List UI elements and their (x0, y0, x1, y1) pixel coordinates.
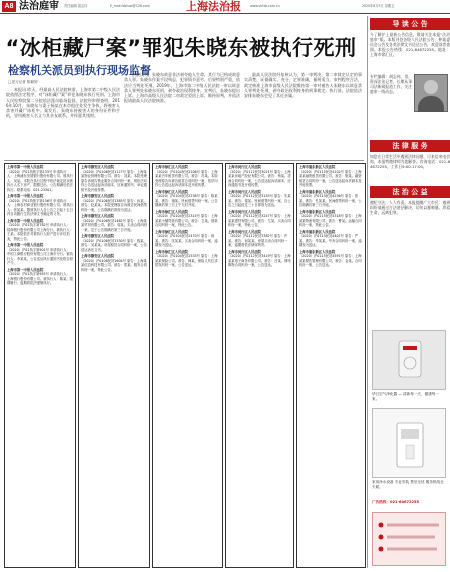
notice-title: 上海市徐汇区人民法院 (155, 165, 188, 169)
notice-title: 上海市徐汇区人民法院 (155, 189, 188, 194)
notice-title: 上海市静安区人民法院 (81, 254, 114, 258)
water-device-icon (373, 409, 447, 479)
notice-title: 上海市静安区人民法院 (81, 214, 114, 218)
notice-title: 上海市浦东新区人民法院 (299, 229, 336, 234)
article-paragraph: 本报讯 昨天，经最高人民法院核准，上海市第二中级人民法院依照法定程序，对“冰柜藏尸案”罪犯朱晓东执行死刑。上海市人民检察院第二分院依法派员临场监督。法院经审理查明，2016年10月，朱晓东与妻子杨某在本市租住处发生争执，将被害人杀害并藏尸冰柜中。案发后，朱晓东持被害人的身份证件和手机，冒用被害人名义与其亲友联系，并挥霍其钱财。 (6, 87, 120, 119)
notice-title: 上海市浦东新区人民法院 (299, 165, 336, 169)
notice-title: 上海市闵行区人民法院 (228, 249, 261, 254)
paper-name: 上海法治报 (186, 0, 241, 13)
editor-line: 责任编辑 胡志伟 (64, 4, 88, 8)
sidebar-public-text: 遵纪守法，人人有责。本报提醒广大市民：遇到纠纷请通过合法途径解决，切勿以暴制暴。珍爱生命，远离犯罪。 (370, 200, 450, 215)
notice-block (81, 214, 147, 232)
sidebar-service-text: 如您在日常生活中遇到法律问题，可来信来电咨询，本报特邀律师为您解答。咨询电话：021-64672255，工作日9:00-17:00。 (370, 154, 450, 169)
promo-bullets-icon (373, 513, 447, 567)
sidebar-heading-public: 法 治 公 益 (370, 186, 450, 198)
ad-image-water (372, 408, 446, 478)
article-paragraph: 最高人民法院经复核认为，第一审判决、第二审裁定认定的事实清楚，证据确实、充分，定罪准确，量刑适当，审判程序合法，裁定核准上海市高级人民法院维持第一审对被告人朱晓东以故意杀人罪判处死刑，剥夺政治权利终身的刑事裁定。执行前，法院依法安排朱晓东会见了其近亲属。 (244, 72, 362, 99)
notice-title: 上海市浦东新区人民法院 (299, 209, 336, 214)
notice-body: （2020）沪0106民初1604号 原告：上海某某信息科技有限公司。被告：郑某。服务合同纠纷一案，特此公告。 (81, 258, 147, 272)
notice-title: 上海市静安区人民法院 (81, 165, 114, 169)
notice-body: （2020）沪0115民初4407号 原告：严某。被告：华某某。劳务合同纠纷一案，逾期视为送达。 (299, 234, 362, 247)
notice-block (299, 210, 363, 228)
notice-body: （2020）沪01执字第901号 申请执行人：中国工商银行股份有限公司上海市分行。被执行人：李某某。公告送达执行通知书及报告财产令。 (7, 247, 73, 265)
article-subhead: 检察机关派员到执行现场监督 (8, 64, 151, 77)
notice-column-3 (152, 163, 223, 568)
notice-body: （2020）沪0112民初3155号 原告：朱某某。被告：秦某。民间借贷纠纷一案，自公告之日起经过三十日即视为送达。 (228, 194, 291, 207)
notice-title: 上海市闵行区人民法院 (228, 229, 261, 234)
sidebar-editor-text: 专栏编辑：胡志伟，男，资深法治记者，长期从事司法新闻报道工作，关注庭审一线动态。 (370, 74, 412, 94)
notice-body: （2020）沪0115民初4318号 原告：上海某某物流有限公司。被告：曹某。运输合同纠纷一案，特此公告。 (299, 214, 362, 227)
notice-body: （2020）沪0104民初2238号 原告：陈某某。被告：褚某。民间借贷纠纷一案，公告期满后第三日上午九时开庭。 (155, 194, 218, 207)
ad-image-purifier (372, 330, 446, 390)
notice-block (155, 165, 220, 188)
ad-image-promo (372, 512, 446, 566)
notice-title: 上海市第一中级人民法院 (7, 218, 44, 223)
notice-body: （2020）沪0112民初3021号 原告：上海某某房地产经纪有限公司。被告：杨某。居间合同纠纷一案，公告送达起诉状副本、应诉通知书及开庭传票。 (228, 169, 291, 187)
notice-body: （2020）沪0104民初2106号 原告：上海某某汽车租赁有限公司。被告：冯某。本院受理原告诉被告租赁合同纠纷一案，依法向你公告送达起诉状副本及开庭传票。 (155, 169, 218, 187)
notice-body: （2020）沪0104民初2533号 原告：上海某某保险公司。被告：韩某。保险人代位求偿权纠纷一案，公告送达。 (155, 254, 218, 267)
notice-title: 上海市闵行区人民法院 (228, 189, 261, 194)
article-column-3 (244, 72, 362, 157)
notice-title: 上海市第一中级人民法院 (7, 194, 44, 198)
notice-body: （2020）沪0115民初4102号 原告：上海某某融资租赁有限公司。被告：施某。融资租赁合同纠纷一案，公告送达起诉状副本及开庭传票。 (299, 169, 362, 187)
article-headline: “冰柜藏尸案”罪犯朱晓东被执行死刑 (5, 36, 357, 60)
notice-title: 上海市徐汇区人民法院 (155, 209, 188, 214)
article-column-2 (124, 72, 240, 157)
ad-water-text: 家用净水设备 专业安装 售后无忧 服务热线全天候。 (372, 480, 444, 489)
notice-body: （2020）沪0112民初3382号 原告：许某。被告：何某某。房屋买卖合同纠纷一案，逾期将依法缺席判决。 (228, 234, 288, 247)
notice-title: 上海市第一中级人民法院 (7, 165, 44, 169)
ad-purifier-text: 华日空气净化器 — 清新每一天，健康每一家。 (372, 392, 439, 401)
notice-title: 上海市第一中级人民法院 (7, 267, 44, 272)
notice-title: 上海市浦东新区人民法院 (299, 249, 336, 254)
notice-body: （2020）沪01执字第782号 申请执行人：招商银行股份有限公司上海分行。被执行人：王某。本院依法对被执行人财产进行评估拍卖，特此公告。 (7, 223, 73, 241)
notice-body: （2020）沪01执恢字第133号 申请执行人：上海浦东发展银行股份有限公司。被执行人：吴某。本院在执行过程中依法裁定拍卖被执行人名下房产，限期迁出。公告期满后依法执行。联系电话：021-23301。 (7, 169, 73, 192)
notice-column-5 (296, 163, 366, 568)
notice-block (7, 219, 73, 242)
notice-block (155, 190, 220, 208)
notice-block (299, 230, 363, 248)
notice-body: （2020）沪01执字第955号 申请执行人：上海银行股份有限公司。被执行人：陈某。限期履行，逾期将依法强制执行。 (7, 272, 73, 285)
notice-body: （2020）沪0104民初2470号 原告：蒋某。被告：沈某某。买卖合同纠纷一案，逾期视为送达。 (155, 234, 218, 247)
notice-block (228, 190, 291, 208)
purifier-icon (373, 331, 447, 391)
notice-title: 上海市闵行区人民法院 (228, 209, 261, 214)
section-logo: A8 (2, 1, 16, 12)
sidebar-heading-service: 法 律 服 务 (370, 140, 450, 152)
article-column-1 (6, 87, 120, 157)
notice-block (299, 190, 363, 208)
notice-title: 上海市第一中级人民法院 (7, 243, 44, 247)
notice-block (7, 165, 73, 192)
notice-block (299, 250, 363, 268)
sidebar-heading-notice: 导 读 公 告 (370, 18, 450, 30)
notice-block (7, 194, 73, 217)
notice-body: （2020）沪01执恢字第156号 申请执行人：上海农村商业银行股份有限公司。被执行人：张某某。限被执行人自公告之日起十五日内自动履行生效法律文书确定的义务。 (7, 198, 73, 216)
notice-title: 上海市徐汇区人民法院 (155, 229, 188, 234)
article-byline: □见习记者 陈颖婷 (8, 80, 38, 84)
notice-title: 上海市徐汇区人民法院 (155, 249, 188, 254)
notice-title: 上海市静安区人民法院 (81, 194, 114, 198)
website-line: www.shfzb.com.cn (250, 4, 280, 8)
masthead (0, 0, 450, 14)
notice-column-1 (4, 163, 76, 568)
notice-block (81, 234, 147, 252)
notice-body: （2020）沪0106民初1462号 原告：上海某某贸易有限公司。被告：周某。买卖合同纠纷一案，定于公告期满后第三日开庭。 (81, 218, 147, 232)
notice-block (228, 210, 291, 228)
notice-block (228, 165, 291, 188)
notice-block (228, 230, 291, 248)
notice-block (7, 268, 73, 286)
notice-column-4 (225, 163, 294, 568)
notice-body: （2020）沪0106民初1127号 原告：上海某某物业管理有限公司。被告：刘某。本院受理原告诉被告物业服务合同纠纷一案，现依法向你公告送达起诉状副本、应诉通知书、举证通知书及开庭传票。 (81, 169, 147, 192)
editor-photo-body (418, 96, 444, 112)
section-title: 法治庭审 (19, 1, 59, 12)
notice-body: （2020）沪0112民初3247号 原告：上海某某建材有限公司。被告：尤某。买卖合同纠纷一案，特此公告。 (228, 214, 291, 227)
notice-block (228, 250, 291, 268)
notice-block (155, 210, 220, 228)
notice-body: （2020）沪0106民初1385号 原告：孙某。被告：赵某某。本院受理原告诉被告民间借贷纠纷一案，公告期满后即视为送达。 (81, 198, 147, 212)
notice-block (81, 165, 147, 192)
notice-body: （2020）沪0115民初4236号 原告：张某。被告：孔某某。民间借贷纠纷一案，公告期满后第三日开庭。 (299, 194, 362, 207)
sidebar-notice-text: 今了解沪上最新公告信息，敬请关注本报“法治庭审”版。本版刊登各级人民法院公告、仲裁委员会公告及各类法律文书送达公告，欢迎读者查阅。本报公告热线：021-64672255。地址：上海市徐汇区。 (370, 32, 450, 57)
notice-body: （2020）沪0115民初4591号 原告：上海某某餐饮管理有限公司。被告：金某。合同纠纷一案，公告送达。 (299, 254, 362, 267)
notice-block (299, 165, 363, 188)
notice-title: 上海市闵行区人民法院 (228, 165, 261, 169)
notice-column-2 (78, 163, 150, 568)
notice-body: （2020）沪0106民初1530号 原告：钱某。被告：吴某某。房屋租赁合同纠纷一案，公告送达诉讼文书。 (81, 238, 147, 252)
notice-block (7, 243, 73, 266)
section-divider (4, 160, 364, 161)
notice-block (81, 254, 147, 272)
sidebar-divider (367, 16, 368, 568)
notice-block (155, 250, 220, 268)
notice-title: 上海市浦东新区人民法院 (299, 189, 336, 194)
article-paragraph: 法院认为，朱晓东故意非法剥夺他人生命，其行为已构成故意杀人罪。朱晓东作案手段残忍，犯罪情节恶劣，后果特别严重，依法应当判处死刑。2019年，上海市第二中级人民法院一审以故意杀人罪判处朱晓东死刑，剥夺政治权利终身。宣判后，朱晓东提出上诉。上海市高级人民法院二审裁定驳回上诉，维持原判，并依法报请最高人民法院核准。 (124, 72, 240, 104)
notice-title: 上海市静安区人民法院 (81, 234, 114, 238)
date-line: 2020年6月5日 星期五 (362, 4, 395, 8)
ad-hotline: 广告热线：021-64672255 (372, 500, 419, 504)
notice-body: （2020）沪0104民初2315号 原告：上海某某小额贷款有限公司。被告：卫某。借款合同纠纷一案，特此公告。 (155, 214, 218, 227)
editor-photo-head (424, 80, 438, 94)
notice-block (81, 194, 147, 212)
email-line: E_mail:fzbhzw@126.com (110, 4, 150, 8)
notice-block (155, 230, 220, 248)
notice-body: （2020）沪0112民初3419号 原告：上海某某电子商务有限公司。被告：吕某。网络购物合同纠纷一案，公告送达。 (228, 254, 291, 267)
